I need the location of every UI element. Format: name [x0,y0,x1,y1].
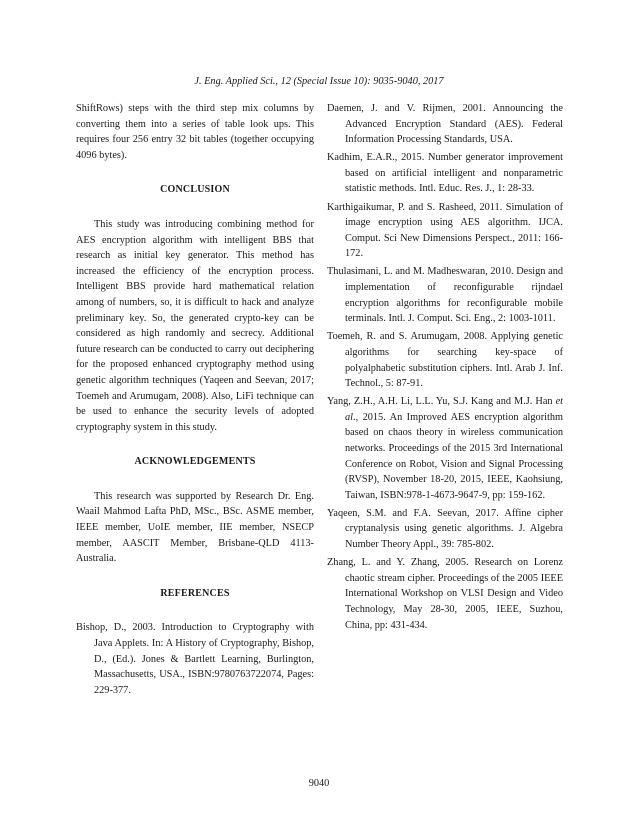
reference-text: ., 2015. An Improved AES encryption algorithm based on chaos theory in wireless communication networks. Proceedings of the 2015 3rd International Conference on Robot, Vision and Signal Processing (RVSP), November 18-20, 2015, IEEE, Kaohsiung, Taiwan, ISBN:978-1-4673-9647-9, pp: 159-162. [345,411,563,501]
reference-entry: Thulasimani, L. and M. Madheswaran, 2010. Design and implementation of reconfigurable rijndael encryption algorithms for reconfigurable mobile terminals. Intl. J. Comput. Sci. Eng., 2: 1003-1011. [327,266,563,325]
page-number: 9040 [308,778,330,789]
reference-entry: Daemen, J. and V. Rijmen, 2001. Announcing the Advanced Encryption Standard (AES). Federal Information Processing Standards, USA. [327,103,563,146]
intro-paragraph: ShiftRows) steps with the third step mix columns by converting them into a series of table look ups. This requires four 256 entry 32 bit tables (together occupying 4096 bytes). [76,103,314,161]
acknowledgements-paragraph: This research was supported by Research Dr. Eng. Waail Mahmod Lafta PhD, MSc., BSc. ASME member, IEEE member, UoIE member, IIE member, NSECP member, AASCIT Member, Brisbane-QLD 4113-Australia. [76,490,314,565]
conclusion-heading: CONCLUSION [160,184,230,196]
reference-entry: Toemeh, R. and S. Arumugam, 2008. Applying genetic algorithms for searching key-space of polyalphabetic substitution ciphers. Intl. Arab J. Inf. Technol., 5: 87-91. [327,331,563,390]
references-heading: REFERENCES [160,587,230,599]
right-column [327,101,563,636]
reference-entry-yang [327,394,563,503]
reference-italic-text: et al [345,396,563,423]
left-column [76,101,314,701]
acknowledgements-heading: ACKNOWLEDGEMENTS [134,456,256,468]
reference-text: Yang, Z.H., A.H. Li, L.L. Yu, S.J. Kang and M.J. Han [327,396,556,408]
reference-entry: Yaqeen, S.M. and F.A. Seevan, 2017. Affine cipher cryptanalysis using genetic algorithms. J. Algebra Number Theory Appl., 39: 785-802. [327,507,563,551]
running-header: J. Eng. Applied Sci., 12 (Special Issue 10): 9035-9040, 2017 [194,76,444,87]
reference-entry: Bishop, D., 2003. Introduction to Cryptography with Java Applets. In: A History of Cryptography, Bishop, D., (Ed.). Jones & Bartlett Learning, Burlington, Massachusetts, USA., ISBN:9780763722074, Pages: 229-377. [76,622,314,696]
reference-entry: Karthigaikumar, P. and S. Rasheed, 2011. Simulation of image encryption using AES algorithm. IJCA. Comput. Sci New Dimensions Perspect., 2011: 166-172. [327,201,563,260]
reference-entry: Kadhim, E.A.R., 2015. Number generator improvement based on artificial intelligent and nonparametric statistic methods. Intl. Educ. Res. J., 1: 28-33. [327,152,563,195]
reference-entry: Zhang, L. and Y. Zhang, 2005. Research on Lorenz chaotic stream cipher. Proceedings of the 2005 IEEE International Workshop on VLSI Design and Video Technology, May 28-30, 2005, IEEE, Suzhou, China, pp: 431-434. [327,557,563,631]
conclusion-paragraph: This study was introducing combining method for AES encryption algorithm with intelligent BBS that research as initial key generator. This method has increased the efficiency of the encryption process. Intelligent BBS provide hard mathematical relation among of numbers, so, it is difficult to hack and analyze preliminary key. So, the generated crypto-key can be considered as high randomly and secrecy. Additional future research can be conducted to carry out deciphering for the proposed enhanced cryptography method using genetic algorithm techniques (Yaqeen and Seevan, 2017; Toemeh and Arumugam, 2008). Also, LiFi technique can be used to enhance the security levels of adopted cryptography system in this study. [76,218,314,433]
